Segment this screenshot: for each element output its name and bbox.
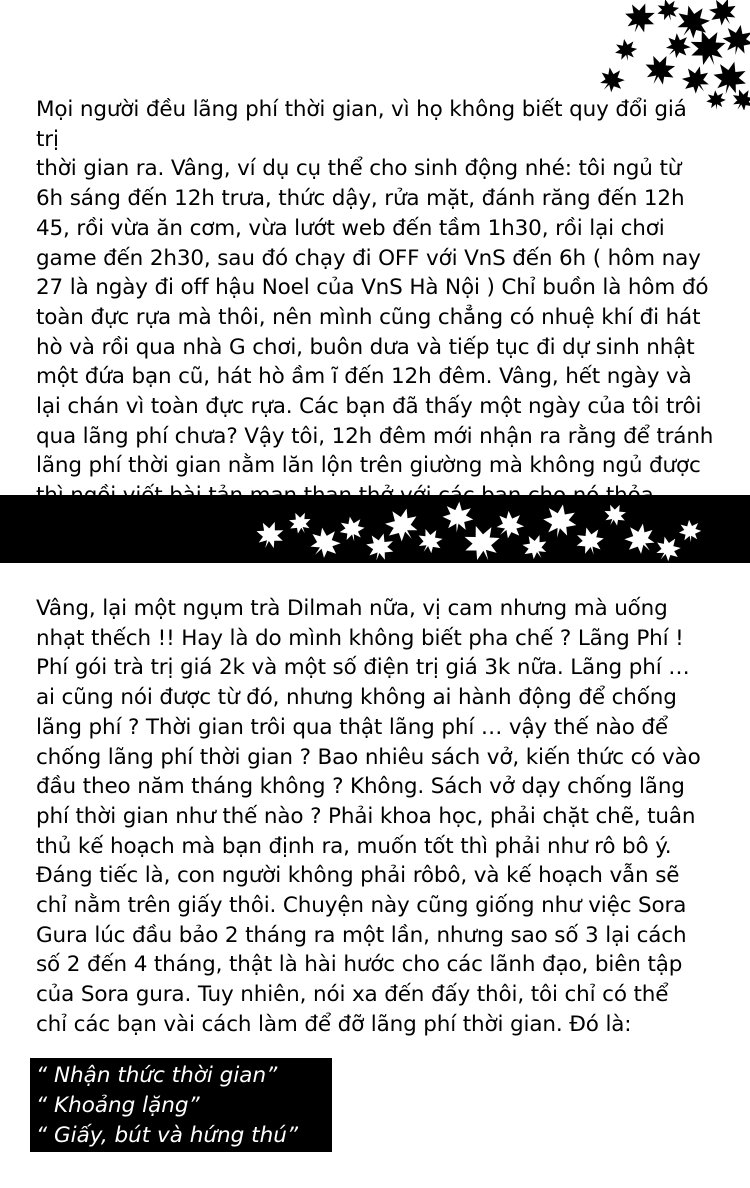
leaf-divider-band — [0, 495, 750, 563]
article-paragraph-2: Vâng, lại một ngụm trà Dilmah nữa, vị cam nhưng mà uống nhạt thếch !! Hay là do mình không biết pha chế ? Lãng Phí ! Phí gói trà trị giá 2k và một số điện trị giá 3k nữa. Lãng phí … ai cũng nói được từ đó, nhưng không ai hành động để chống lãng phí ? Thời gian trôi qua thật lãng phí … vậy thế nào để chống lãng phí thời gian ? Bao nhiêu sách vở, kiến thức có vào đầu theo năm tháng không ? Không. Sách vở dạy chống lãng phí thời gian như thế nào ? Phải khoa học, phải chặt chẽ, tuân thủ kế hoạch mà bạn định ra, muốn tốt thì phải như rô bô ý. Đáng tiếc là, con người không phải rôbô, và kế hoạch vẫn sẽ chỉ nằm trên giấy thôi. Chuyện này cũng giống như việc Sora Gura lúc đầu bảo 2 tháng ra một lần, nhưng sao số 3 lại cách số 2 đến 4 tháng, thật là hài hước cho các lãnh đạo, biên tập của Sora gura. Tuy nhiên, nói xa đến đấy thôi, tôi chỉ có thể chỉ các bạn vài cách làm để đỡ lãng phí thời gian. Đó là: — [36, 596, 701, 1037]
quote-list — [36, 1061, 332, 1151]
article-paragraph-1: Mọi người đều lãng phí thời gian, vì họ không biết quy đổi giá trị thời gian ra. Vâng, ví dụ cụ thể cho sinh động nhé: tôi ngủ từ 6h sáng đến 12h trưa, thức dậy, rửa mặt, đánh răng đến 12h 45, rồi vừa ăn cơm, vừa lướt web đến tầm 1h30, rồi lại chơi game đến 2h30, sau đó chạy đi OFF với VnS đến 6h ( hôm nay 27 là ngày đi off hậu Noel của VnS Hà Nội ) Chỉ buồn là hôm đó toàn đực rựa mà thôi, nên mình cũng chẳng có nhuệ khí đi hát hò và rồi qua nhà G chơi, buôn dưa và tiếp tục đi dự sinh nhật một đứa bạn cũ, hát hò ầm ĩ đến 12h đêm. Vâng, hết ngày và lại chán vì toàn đực rựa. Các bạn đã thấy một ngày của tôi trôi qua lãng phí chưa? Vậy tôi, 12h đêm mới nhận ra rằng để tránh lãng phí thời gian nằm lăn lộn trên giường mà không ngủ được — [36, 97, 714, 479]
quote-item: “ Nhận thức thời gian” — [36, 1063, 278, 1088]
quote-item: “ Khoảng lặng” — [36, 1093, 200, 1118]
quote-item: “ Giấy, bút và hứng thú” — [36, 1123, 298, 1148]
maple-leaves-icon — [598, 0, 750, 110]
maple-leaves-band-icon — [0, 495, 750, 563]
quote-box — [30, 1058, 332, 1152]
